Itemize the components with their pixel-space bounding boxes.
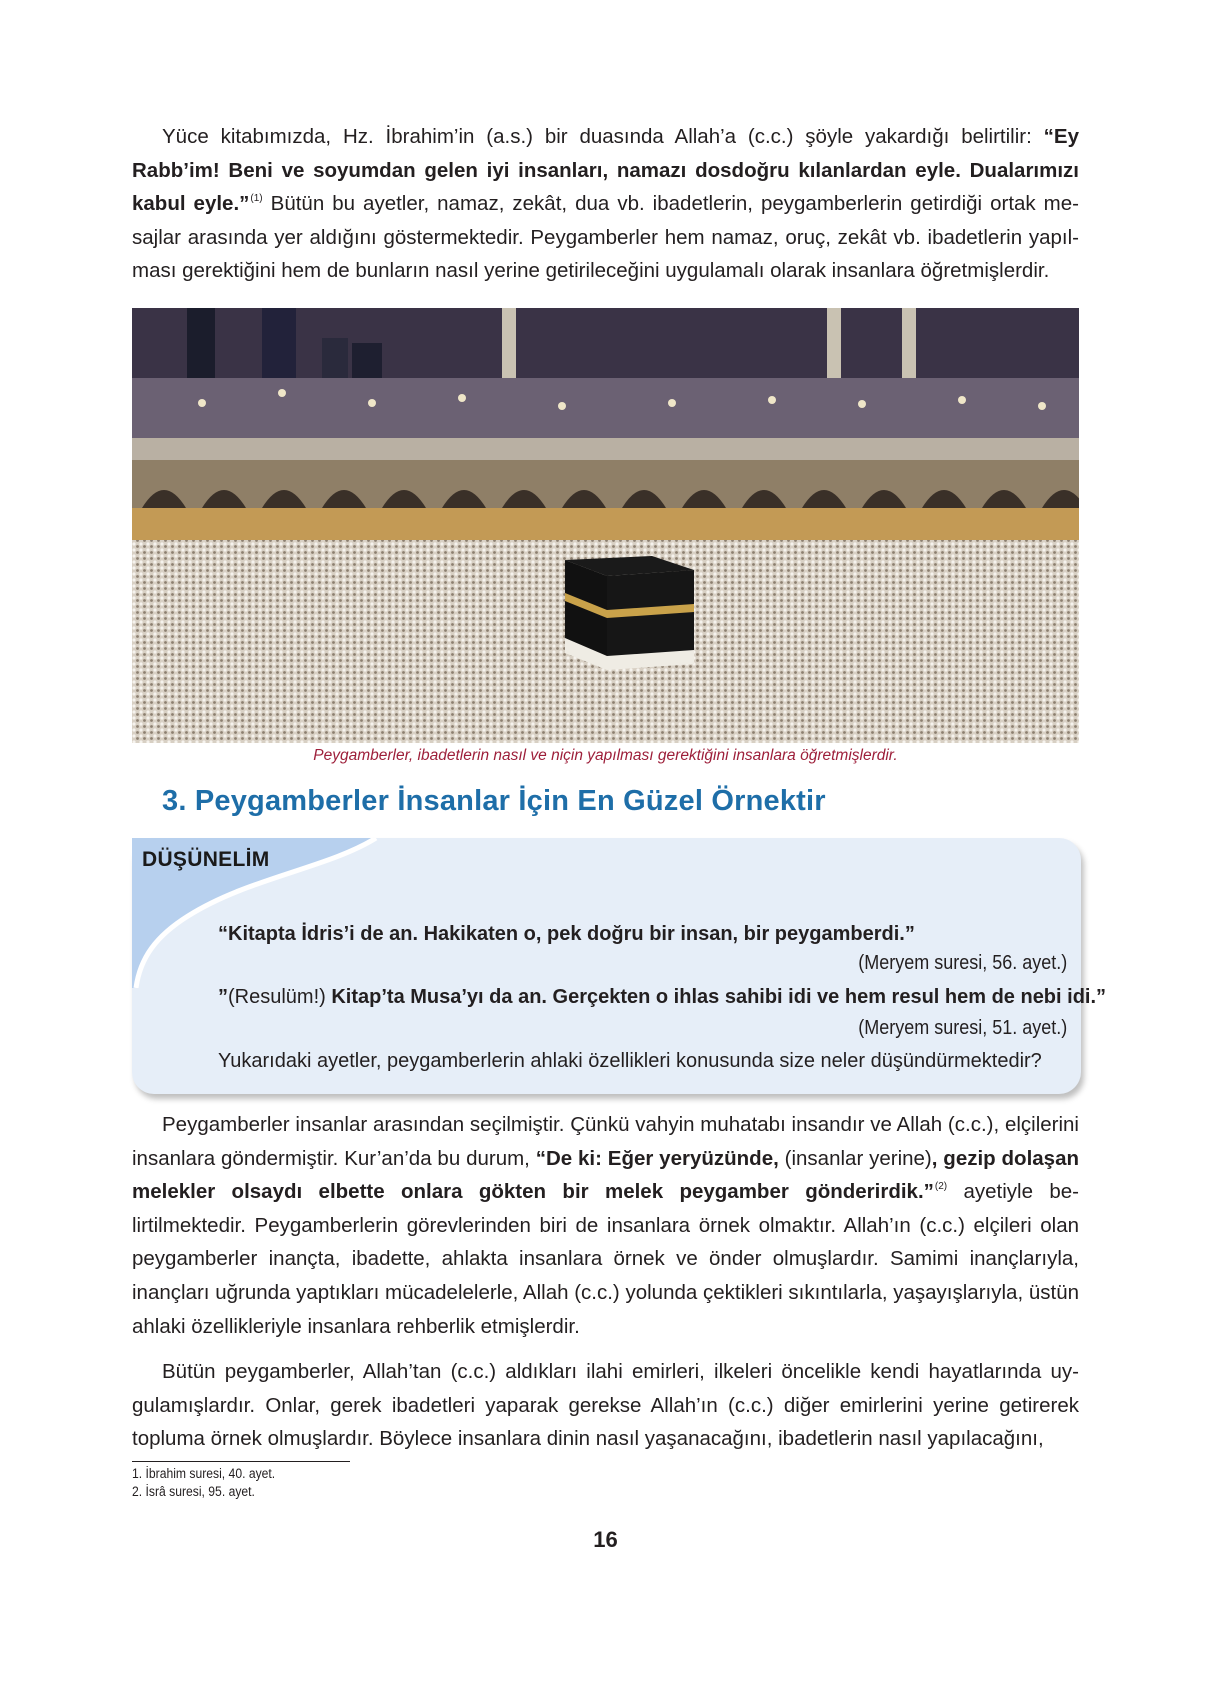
ayet-source-1: (Meryem suresi, 56. ayet.) <box>857 952 1067 974</box>
footnote-ref-2[interactable]: (2) <box>934 1181 948 1193</box>
kaaba-illustration <box>132 308 1079 743</box>
quote-mark: ” <box>218 986 228 1008</box>
dua-quote: “Ey Rabb’im! Beni ve soyumdan gelen iyi insanları, namazı dosdoğru kılanlardan eyle. Dualarımızı kabul eyle.” <box>132 125 1079 216</box>
intro-text: Yüce kitabımızda, Hz. İbrahim’in (a.s.) bir duasında Allah’a (c.c.) şöyle yakardığı belirtilir: <box>162 125 1044 148</box>
ayet-inline-2: , gezip dolaşan melekler olsaydı elbette onlara gökten bir melek peygamber gönderirdik.” <box>132 1146 1079 1204</box>
body1-text: Peygamberler insanlar arasından seçilmiştir. Çünkü vahyin muhatabı insandır ve Allah (c.c.), elçilerini insanlara göndermiştir. Kur’an’da bu durum, <box>132 1113 1079 1170</box>
page-number: 16 <box>593 1527 618 1552</box>
kaaba-photo <box>132 308 1079 743</box>
body-paragraph-2: Bütün peygamberler, Allah’tan (c.c.) aldıkları ilahi emirleri, ilkeleri öncelikle kendi hayatlarında uygulamışlardır. Onlar, gerek ibadetleri yaparak gerekse Allah’ın (c.c.) diğer emirlerini yerine getirerek topluma örnek olmuşlardır. Böylece insanlara dinin nasıl yaşanacağını, ibadetlerin nasıl yapılacağını, <box>132 1360 1079 1451</box>
body1-text-continued: ayetiyle belirtilmektedir. Peygamberlerin görevlerinden biri de insanlara örnek olmaktır. Allah’ın (c.c.) elçileri olan peygamberler inançta, ibadette, ahlakta insanlara örnek ve önder olmuşlardır. Samimi inançlarıyla, inançları uğrunda yaptıkları mücadelelerle, Allah (c.c.) yolunda çektikleri sıkıntılarla, yaşayışlarıyla, üstün ahlaki özellikleriyle insanlara rehberlik etmişlerdir. <box>132 1180 1079 1338</box>
quote-prefix: (Resulüm!) <box>228 986 332 1008</box>
section-title: 3. Peygamberler İnsanlar İçin En Güzel Örnektir <box>162 785 826 817</box>
ayet-quote-idris: “Kitapta İdris’i de an. Hakikaten o, pek doğru bir insan, bir peygamberdi.” <box>218 923 915 945</box>
quote-musa-text: Kitap’ta Musa’yı da an. Gerçekten o ihlas sahibi idi ve hem resul hem de nebi idi.” <box>331 986 1107 1008</box>
ayet-inline-1: “De ki: Eğer yeryüzünde, <box>535 1146 779 1170</box>
think-question: Yukarıdaki ayetler, peygamberlerin ahlaki özellikleri konusunda size neler düşündürmektedir? <box>218 1050 1042 1072</box>
intro-text-continued: Bütün bu ayetler, namaz, zekât, dua vb. ibadetlerin, peygamberlerin getirdiği ortak mesajlar arasında yer aldığını göstermektedir. Peygamberler hem namaz, oruç, zekât vb. ibadetlerin yapılması gerektiğini hem de bunların nasıl yerine getirileceğini uygulamalı olarak insanlara öğretmişlerdir. <box>132 192 1079 283</box>
think-title: DÜŞÜNELİM <box>142 848 270 871</box>
ayet-quote-musa <box>218 984 1106 1010</box>
photo-caption: Peygamberler, ibadetlerin nasıl ve niçin yapılması gerektiğini insanlara öğretmişlerdir. <box>313 747 898 764</box>
ayet-source-2: (Meryem suresi, 51. ayet.) <box>857 1017 1067 1039</box>
intro-paragraph <box>132 120 1079 288</box>
ayet-inline-aside: (insanlar yerine) <box>778 1146 932 1170</box>
footnote-ref-1[interactable]: (1) <box>250 193 263 205</box>
footnote-2: 2. İsrâ suresi, 95. ayet. <box>132 1484 255 1499</box>
footnote-divider <box>132 1461 350 1462</box>
body-paragraph-1 <box>132 1108 1079 1343</box>
footnote-1: 1. İbrahim suresi, 40. ayet. <box>132 1466 276 1481</box>
